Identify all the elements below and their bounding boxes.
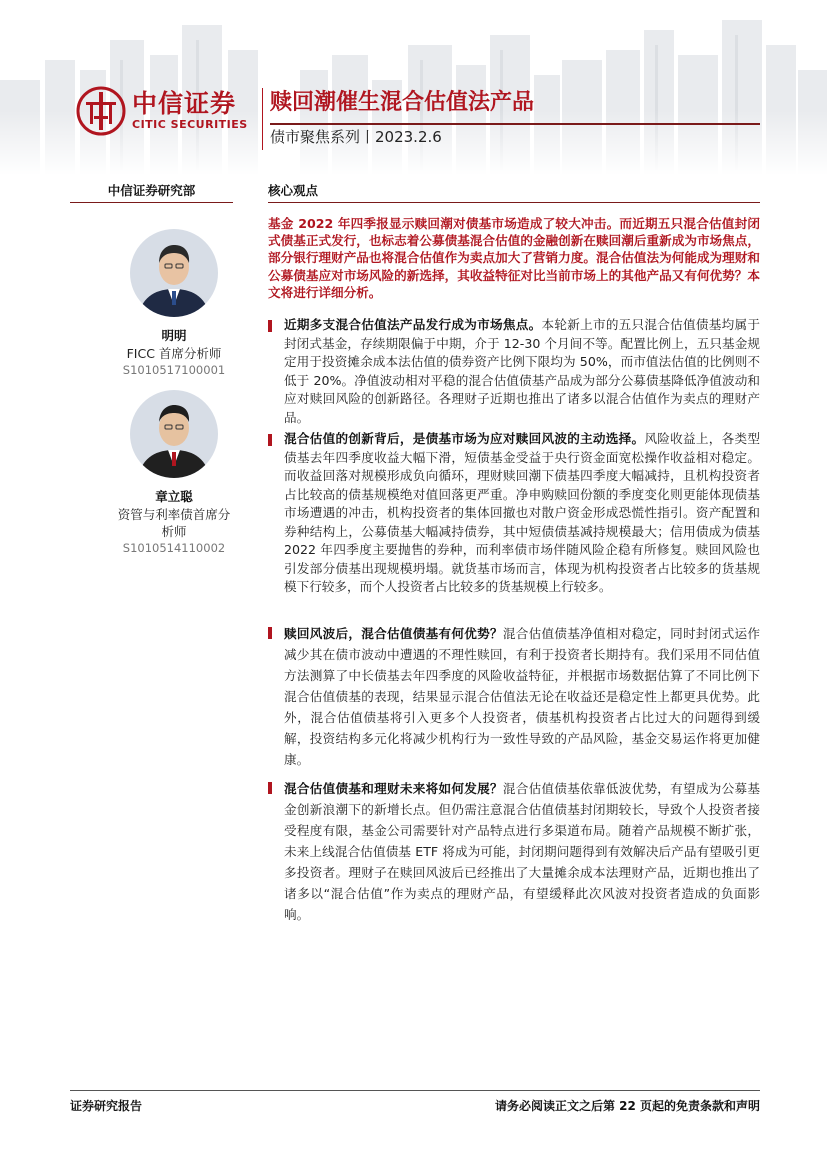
point-body: 本轮新上市的五只混合估值债基均属于封闭式基金，存续期限偏于中期，介于 12-30 个月间不等。配置比例上，五只基金规定用于投资摊余成本法估值的债券资产比例下限均为 50%，而市值法估值的比例则不低于 20%。净值波动相对平稳的混合估值债基产品成为部分公募债基降低净值波动和应对赎回风险的创新路径。各理财子近期也推出了诸多以混合估值作为卖点的理财产品。 [284, 317, 761, 425]
page-title: 赎回潮催生混合估值法产品 [270, 90, 535, 115]
research-dept-heading: 中信证券研究部 [107, 183, 196, 198]
point-body: 混合估值债基依靠低波优势，有望成为公募基金创新浪潮下的新增长点。但仍需注意混合估值债基封闭期较长，导致个人投资者接受程度有限，基金公司需要针对产品特点进行多渠道布局。随着产品规模不断扩张，未来上线混合估值债基 ETF 将成为可能，封闭期问题得到有效解决后产品有望吸引更多投资者。理财子在赎回风波后已经推出了大量摊余成本法理财产品，近期也推出了诸多以“混合估值”作为卖点的理财产品，有望缓释此次风波对投资者造成的负面影响。 [284, 781, 761, 922]
footer-disclaimer: 请务必阅读正文之后第 22 页起的免责条款和声明 [494, 1099, 760, 1113]
key-point [268, 623, 760, 770]
core-view-heading: 核心观点 [268, 183, 319, 198]
sidebar-rule [70, 202, 233, 203]
point-body: 风险收益上，各类型债基去年四季度收益大幅下滑，短债基金受益于央行资金面宽松操作收益相对稳定。而收益回落对规模形成负向循环，理财赎回潮下债基四季度大幅减持，且机构投资者占比较高的债基规模绝对值回落更严重。净申购赎回份额的季度变化则更能体现债基市场遭遇的冲击，机构投资者的集体回撤也对散户资金形成恐慌性指引。资产配置和券种结构上，公募债基大幅减持债券，其中短债债基减持规模最大；信用债成为债基 2022 年四季度主要抛售的券种，而利率债市场伴随风险企稳有所修复。赎回风险也引发部分债基出现规模坍塌。就货基市场而言，体现为机构投资者占比较多的货基规模下行较多，而个人投资者占比较多的货基规模上行较多。 [284, 431, 761, 594]
analyst-cert-id: S1010514110002 [122, 541, 226, 555]
point-body: 混合估值债基净值相对稳定，同时封闭式运作减少其在债市波动中遭遇的不理性赎回，有利于投资者长期持有。我们采用不同估值方法测算了中长债基去年四季度的风险收益特征，并根据市场数据估算了不同比例下混合估值债基的表现，结果显示混合估值法无论在收益还是稳定性上都更具优势。此外，混合估值债基将引入更多个人投资者，债基机构投资者占比过大的问题得到缓解，投资结构多元化将减少机构行为一致性导致的产品风险，基金交易运作将更加健康。 [284, 626, 761, 767]
analyst-card [69, 229, 279, 379]
footer-report-type: 证券研究报告 [70, 1099, 143, 1113]
analyst-photo-icon [130, 390, 218, 478]
avatar [130, 390, 218, 478]
logo-name-en: CITIC SECURITIES [132, 118, 248, 131]
key-point [268, 778, 760, 925]
logo-name-cn: 中信证券 [132, 89, 237, 118]
page-subtitle: 债市聚焦系列丨2023.2.6 [270, 128, 442, 146]
point-lead: 近期多支混合估值法产品发行成为市场焦点。 [284, 317, 542, 332]
key-point [268, 430, 760, 597]
analyst-role: 资管与利率债首席分析师 [117, 507, 231, 539]
brand-logo [76, 86, 248, 136]
key-point [268, 316, 760, 427]
bullet-marker-icon [268, 434, 272, 446]
analyst-photo-icon [130, 229, 218, 317]
bullet-marker-icon [268, 320, 272, 332]
analyst-cert-id: S1010517100001 [122, 363, 226, 377]
main-rule [268, 202, 760, 203]
analyst-name: 明明 [161, 328, 187, 343]
summary-paragraph: 基金 2022 年四季报显示赎回潮对债基市场造成了较大冲击。而近期五只混合估值封闭式债基正式发行，也标志着公募债基混合估值的金融创新在赎回潮后重新成为市场焦点，部分银行理财产品也将混合估值作为卖点加大了营销力度。混合估值法为何能成为理财和公募债基应对市场风险的新选择，其收益特征对比当前市场上的其他产品又有何优势？本文将进行详细分析。 [268, 216, 760, 300]
point-lead: 混合估值债基和理财未来将如何发展？ [284, 781, 503, 796]
bullet-marker-icon [268, 782, 272, 794]
citic-logo-icon [76, 86, 126, 136]
analyst-role: FICC 首席分析师 [126, 346, 222, 361]
title-divider [262, 88, 263, 150]
point-lead: 赎回风波后，混合估值债基有何优势？ [284, 626, 503, 641]
avatar [130, 229, 218, 317]
analyst-card [69, 390, 279, 557]
analyst-name: 章立聪 [155, 489, 193, 504]
point-lead: 混合估值的创新背后，是债基市场为应对赎回风波的主动选择。 [284, 431, 645, 446]
footer-rule [70, 1090, 760, 1091]
header-rule [270, 123, 760, 125]
bullet-marker-icon [268, 627, 272, 639]
